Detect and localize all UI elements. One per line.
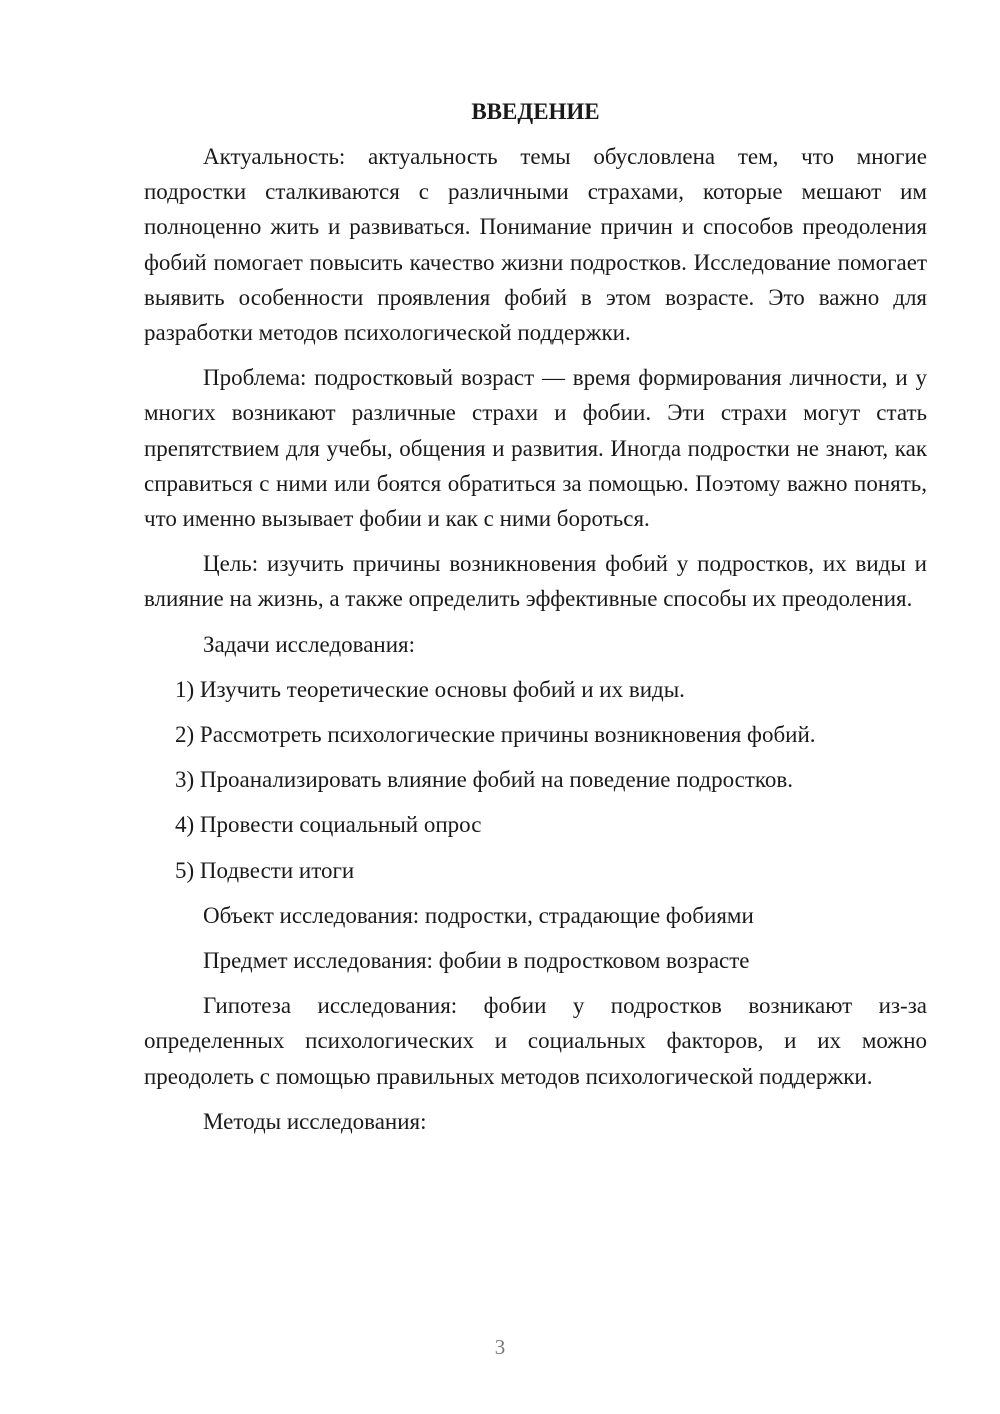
problem-paragraph: Проблема: подростковый возраст — время формирования личности, и у многих возникают различные страхи и фобии. Эти страхи могут стать препятствием для учебы, общения и развития. Иногда подростки не знают, как справиться с ними или боятся обратиться за помощью. Поэтому важно понять, что именно вызывает фобии и как с ними бороться.	[144, 365, 927, 532]
research-object: Объект исследования: подростки, страдающие фобиями	[203, 902, 754, 928]
page-content	[144, 94, 927, 1149]
goal-paragraph: Цель: изучить причины возникновения фобий у подростков, их виды и влияние на жизнь, а также определить эффективные способы их преодоления.	[144, 551, 927, 612]
research-subject: Предмет исследования: фобии в подростковом возрасте	[203, 948, 750, 974]
methods-title: Методы исследования:	[203, 1108, 427, 1134]
task-item: 2) Рассмотреть психологические причины возникновения фобий.	[175, 722, 816, 748]
page-number: 3	[494, 1335, 506, 1359]
task-item: 3) Проанализировать влияние фобий на поведение подростков.	[175, 767, 794, 793]
task-item: 4) Провести социальный опрос	[175, 812, 482, 838]
tasks-title: Задачи исследования:	[203, 631, 416, 657]
relevance-paragraph: Актуальность: актуальность темы обусловлена тем, что многие подростки сталкиваются с различными страхами, которые мешают им полноценно жить и развиваться. Понимание причин и способов преодоления фобий помогает повысить качество жизни подростков. Исследование помогает выявить особенности проявления фобий в этом возрасте. Это важно для разработки методов психологической поддержки.	[144, 144, 927, 346]
task-item: 1) Изучить теоретические основы фобий и их виды.	[175, 676, 685, 702]
section-heading: ВВЕДЕНИЕ	[471, 99, 600, 124]
hypothesis-paragraph: Гипотеза исследования: фобии у подростков возникают из-за определенных психологических и социальных факторов, и их можно преодолеть с помощью правильных методов психологической поддержки.	[144, 993, 927, 1089]
task-item: 5) Подвести итоги	[175, 857, 355, 883]
